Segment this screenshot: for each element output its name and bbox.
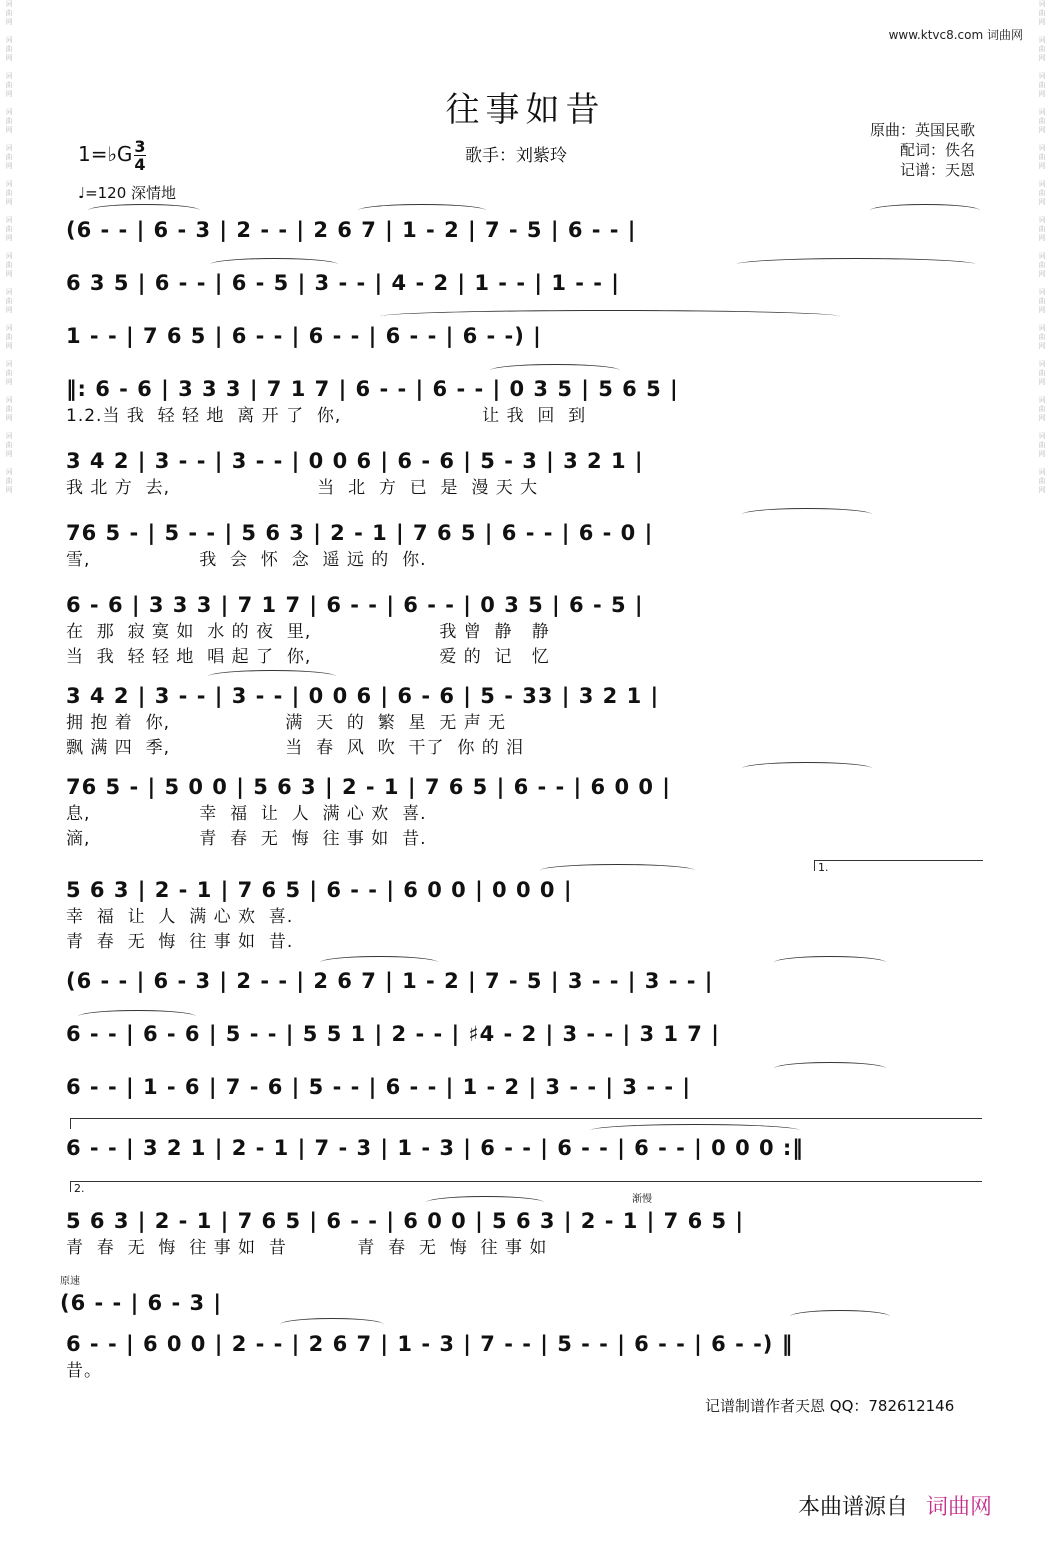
staff-row-15 — [66, 1209, 984, 1258]
edge-gap — [2, 171, 16, 180]
volta-2: 2. — [70, 1181, 982, 1192]
edge-watermark-char: 网 — [1038, 18, 1046, 26]
edge-watermark-char: 网 — [1038, 162, 1046, 170]
lyric-line-1: 拥 抱 着 你, 满 天 的 繁 星 无 声 无 — [66, 713, 507, 733]
edge-watermark-char: 曲 — [5, 153, 13, 161]
staff-row-3 — [66, 324, 984, 348]
staff-row-4 — [66, 377, 984, 426]
staff-row-5 — [66, 449, 984, 498]
notes: 6 - - | 3 2 1 | 2 - 1 | 7 - 3 | 1 - 3 | 6 - - | 6 - - | 6 - - | 0 0 0 :‖ — [66, 1136, 804, 1160]
lyric-line: 我 北 方 去, 当 北 方 已 是 漫 天 大 — [66, 478, 539, 498]
lyric-line: 雪, 我 会 怀 念 遥 远 的 你. — [66, 550, 427, 570]
slur — [208, 670, 336, 683]
lyric-line: 昔。 — [66, 1361, 102, 1381]
edge-watermark-char: 网 — [5, 450, 13, 458]
slur — [774, 1062, 886, 1075]
staff-row-10 — [66, 878, 984, 952]
tempo-marking: ♩=120 深情地 — [78, 184, 177, 202]
edge-watermark-char: 网 — [5, 162, 13, 170]
edge-watermark-char: 网 — [1038, 270, 1046, 278]
staff-row-2 — [66, 271, 984, 295]
notes: 3 4 2 | 3 - - | 3 - - | 0 0 6 | 6 - 6 | 5 - 33 | 3 2 1 | — [66, 684, 660, 708]
volta-1-bracket — [70, 1118, 982, 1129]
edge-watermark-char: 词 — [1038, 468, 1046, 476]
edge-watermark-char: 曲 — [1038, 261, 1046, 269]
song-title: 往事如昔 — [445, 90, 606, 130]
edge-watermark-char: 网 — [1038, 54, 1046, 62]
edge-gap — [1035, 459, 1049, 468]
edge-watermark-char: 词 — [1038, 396, 1046, 404]
time-sig-top: 3 — [134, 137, 146, 156]
notes: 5 6 3 | 2 - 1 | 7 6 5 | 6 - - | 6 0 0 | 5 6 3 | 2 - 1 | 7 6 5 | — [66, 1209, 745, 1233]
edge-gap — [2, 279, 16, 288]
staff-row-7 — [66, 593, 984, 667]
lyric-line: 青 春 无 悔 往 事 如 昔 青 春 无 悔 往 事 如 — [66, 1238, 548, 1258]
slur — [490, 364, 620, 377]
edge-watermark-char: 词 — [1038, 432, 1046, 440]
edge-gap — [2, 351, 16, 360]
edge-watermark-char: 网 — [5, 414, 13, 422]
edge-watermark-char: 曲 — [1038, 225, 1046, 233]
edge-watermark-char: 网 — [5, 306, 13, 314]
credit-transcriber: 记谱：天恩 — [899, 161, 975, 179]
edge-watermark-char: 网 — [1038, 342, 1046, 350]
edge-watermark-char: 曲 — [1038, 297, 1046, 305]
notes: 1 - - | 7 6 5 | 6 - - | 6 - - | 6 - - | 6 - -) | — [66, 324, 542, 348]
slur — [426, 1196, 544, 1209]
edge-gap — [1035, 423, 1049, 432]
staff-row-9 — [66, 775, 984, 849]
notes: 6 - - | 6 - 6 | 5 - - | 5 5 1 | 2 - - | ♯4 - 2 | 3 - - | 3 1 7 | — [66, 1022, 720, 1046]
staff-row-6 — [66, 521, 984, 570]
edge-watermark-char: 网 — [5, 18, 13, 26]
lyric-line-2: 飘 满 四 季, 当 春 风 吹 干了 你 的 泪 — [66, 738, 525, 758]
edge-gap — [1035, 279, 1049, 288]
slur — [590, 1124, 800, 1137]
edge-gap — [1035, 63, 1049, 72]
slur — [88, 204, 200, 217]
source-text: 本曲谱源自 — [798, 1495, 909, 1520]
edge-gap — [2, 387, 16, 396]
slur — [320, 956, 438, 969]
notes: 3 4 2 | 3 - - | 3 - - | 0 0 6 | 6 - 6 | 5 - 3 | 3 2 1 | — [66, 449, 644, 473]
edge-watermark-char: 词 — [1038, 36, 1046, 44]
edge-gap — [1035, 243, 1049, 252]
ritardando-mark: 渐慢 — [632, 1194, 652, 1205]
edge-watermark-char: 曲 — [5, 9, 13, 17]
edge-watermark-char: 网 — [1038, 414, 1046, 422]
edge-watermark-char: 网 — [5, 90, 13, 98]
edge-watermark-char: 网 — [5, 234, 13, 242]
slur — [774, 956, 886, 969]
edge-watermark-char: 曲 — [1038, 153, 1046, 161]
edge-gap — [2, 27, 16, 36]
edge-watermark-char: 词 — [5, 252, 13, 260]
edge-watermark-char: 词 — [5, 288, 13, 296]
notes: (6 - - | 6 - 3 | 2 - - | 2 6 7 | 1 - 2 | 7 - 5 | 6 - - | — [66, 218, 637, 242]
edge-gap — [2, 423, 16, 432]
site-url[interactable]: www.ktvc8.com 词曲网 — [888, 28, 1023, 42]
edge-gap — [2, 315, 16, 324]
slur — [742, 508, 872, 521]
key-text: 1=♭G — [78, 142, 133, 166]
edge-watermark-char: 曲 — [1038, 45, 1046, 53]
edge-watermark-char: 网 — [1038, 198, 1046, 206]
edge-watermark-char: 词 — [1038, 360, 1046, 368]
slur — [540, 864, 695, 877]
staff-row-8 — [66, 684, 984, 758]
lyric-line-2: 青 春 无 悔 往 事 如 昔. — [66, 932, 294, 952]
edge-watermark-char: 词 — [5, 0, 13, 8]
edge-watermark-char: 网 — [5, 54, 13, 62]
edge-watermark-char: 词 — [5, 468, 13, 476]
edge-watermark-char: 词 — [1038, 324, 1046, 332]
edge-watermark-char: 曲 — [1038, 189, 1046, 197]
notes: 76 5 - | 5 - - | 5 6 3 | 2 - 1 | 7 6 5 | 6 - - | 6 - 0 | — [66, 521, 654, 545]
a-tempo-mark: 原速 — [60, 1276, 80, 1287]
slur — [742, 762, 872, 775]
lyric-line-2: 当 我 轻 轻 地 唱 起 了 你, 爱 的 记 忆 — [66, 647, 550, 667]
edge-watermark-char: 网 — [1038, 126, 1046, 134]
notes: 6 3 5 | 6 - - | 6 - 5 | 3 - - | 4 - 2 | 1 - - | 1 - - | — [66, 271, 620, 295]
key-signature — [78, 138, 146, 173]
edge-watermark-char: 词 — [5, 324, 13, 332]
edge-watermark-char: 词 — [1038, 216, 1046, 224]
edge-gap — [1035, 135, 1049, 144]
lyric-line: 1.2.当 我 轻 轻 地 离 开 了 你, 让 我 回 到 — [66, 406, 587, 426]
edge-watermark-char: 曲 — [1038, 9, 1046, 17]
slur — [380, 310, 840, 323]
notes: 6 - - | 1 - 6 | 7 - 6 | 5 - - | 6 - - | 1 - 2 | 3 - - | 3 - - | — [66, 1075, 692, 1099]
notes: 6 - - | 6 0 0 | 2 - - | 2 6 7 | 1 - 3 | 7 - - | 5 - - | 6 - - | 6 - -) ‖ — [66, 1332, 794, 1356]
edge-gap — [1035, 171, 1049, 180]
singer: 歌手：刘紫玲 — [465, 146, 567, 166]
edge-watermark-char: 词 — [5, 216, 13, 224]
edge-watermark-char: 网 — [1038, 450, 1046, 458]
edge-watermark-char: 词 — [1038, 144, 1046, 152]
edge-watermark-char: 网 — [5, 486, 13, 494]
slur — [358, 204, 486, 217]
edge-watermark-char: 曲 — [5, 297, 13, 305]
edge-watermark-char: 词 — [5, 396, 13, 404]
source-credit — [798, 1490, 992, 1521]
edge-gap — [1035, 351, 1049, 360]
edge-watermark-char: 曲 — [5, 477, 13, 485]
edge-gap — [2, 243, 16, 252]
lyric-line-1: 在 那 寂 寞 如 水 的 夜 里, 我 曾 静 静 — [66, 622, 550, 642]
slur — [280, 1318, 384, 1331]
edge-watermark-char: 曲 — [5, 45, 13, 53]
credit-lyrics: 配词：佚名 — [899, 141, 975, 159]
edge-watermark-char: 网 — [1038, 234, 1046, 242]
edge-watermark-char: 曲 — [1038, 117, 1046, 125]
edge-watermark-char: 曲 — [5, 117, 13, 125]
credits — [862, 120, 975, 180]
edge-watermark-char: 网 — [1038, 306, 1046, 314]
edge-watermark-char: 曲 — [5, 441, 13, 449]
edge-gap — [1035, 495, 1049, 504]
edge-gap — [1035, 207, 1049, 216]
lyric-line-2: 滴, 青 春 无 悔 往 事 如 昔. — [66, 829, 427, 849]
staff-row-11 — [66, 969, 984, 993]
source-brand-link[interactable]: 词曲网 — [926, 1495, 993, 1520]
edge-gap — [1035, 27, 1049, 36]
edge-watermark-char: 网 — [5, 342, 13, 350]
lyric-line-1: 息, 幸 福 让 人 满 心 欢 喜. — [66, 804, 427, 824]
edge-gap — [1035, 315, 1049, 324]
edge-watermark-char: 网 — [1038, 378, 1046, 386]
left-watermark-strip — [2, 0, 16, 1547]
edge-watermark-char: 网 — [5, 270, 13, 278]
edge-watermark-char: 网 — [5, 198, 13, 206]
slur — [790, 1310, 890, 1323]
edge-watermark-char: 词 — [1038, 108, 1046, 116]
edge-watermark-char: 词 — [5, 432, 13, 440]
edge-watermark-char: 词 — [1038, 0, 1046, 8]
edge-watermark-char: 词 — [5, 144, 13, 152]
notes: 76 5 - | 5 0 0 | 5 6 3 | 2 - 1 | 7 6 5 | 6 - - | 6 0 0 | — [66, 775, 671, 799]
volta-1: 1. — [814, 860, 983, 871]
edge-gap — [1035, 387, 1049, 396]
staff-row-13 — [66, 1075, 984, 1099]
edge-watermark-char: 词 — [5, 180, 13, 188]
edge-watermark-char: 词 — [5, 72, 13, 80]
edge-watermark-char: 网 — [1038, 90, 1046, 98]
right-watermark-strip — [1035, 0, 1049, 1547]
edge-watermark-char: 曲 — [5, 261, 13, 269]
staff-row-14 — [66, 1136, 984, 1160]
notes: ‖: 6 - 6 | 3 3 3 | 7 1 7 | 6 - - | 6 - - | 0 3 5 | 5 6 5 | — [66, 377, 679, 401]
edge-watermark-char: 曲 — [5, 81, 13, 89]
notes: 6 - 6 | 3 3 3 | 7 1 7 | 6 - - | 6 - - | 0 3 5 | 6 - 5 | — [66, 593, 644, 617]
notes: (6 - - | 6 - 3 | 2 - - | 2 6 7 | 1 - 2 | 7 - 5 | 3 - - | 3 - - | — [66, 969, 714, 993]
edge-gap — [2, 207, 16, 216]
edge-watermark-char: 词 — [5, 360, 13, 368]
edge-watermark-char: 曲 — [5, 333, 13, 341]
edge-watermark-char: 曲 — [1038, 441, 1046, 449]
credit-original: 原曲：英国民歌 — [869, 121, 975, 139]
edge-watermark-char: 曲 — [1038, 369, 1046, 377]
edge-watermark-char: 曲 — [1038, 405, 1046, 413]
edge-gap — [2, 135, 16, 144]
edge-watermark-char: 网 — [5, 378, 13, 386]
lyric-line-1: 幸 福 让 人 满 心 欢 喜. — [66, 907, 294, 927]
edge-gap — [2, 459, 16, 468]
edge-watermark-char: 曲 — [5, 189, 13, 197]
time-sig-bottom: 4 — [134, 155, 146, 174]
edge-watermark-char: 曲 — [1038, 81, 1046, 89]
edge-watermark-char: 词 — [1038, 252, 1046, 260]
slur — [736, 258, 976, 271]
edge-gap — [2, 495, 16, 504]
edge-watermark-char: 曲 — [5, 405, 13, 413]
edge-watermark-char: 词 — [5, 108, 13, 116]
time-signature — [134, 138, 145, 173]
transcriber-note: 记谱制谱作者天恩 QQ：782612146 — [705, 1397, 955, 1415]
edge-watermark-char: 网 — [1038, 486, 1046, 494]
edge-watermark-char: 词 — [1038, 180, 1046, 188]
edge-watermark-char: 曲 — [1038, 477, 1046, 485]
notes: (6 - - | 6 - 3 | — [60, 1291, 223, 1315]
staff-row-17 — [66, 1332, 984, 1381]
edge-watermark-char: 曲 — [5, 369, 13, 377]
notes: 5 6 3 | 2 - 1 | 7 6 5 | 6 - - | 6 0 0 | 0 0 0 | — [66, 878, 573, 902]
edge-watermark-char: 曲 — [1038, 333, 1046, 341]
edge-watermark-char: 词 — [5, 36, 13, 44]
slur — [870, 204, 980, 217]
edge-gap — [2, 63, 16, 72]
edge-watermark-char: 词 — [1038, 288, 1046, 296]
edge-watermark-char: 词 — [1038, 72, 1046, 80]
staff-row-1 — [66, 218, 984, 242]
staff-row-12 — [66, 1022, 984, 1046]
slur — [78, 1010, 196, 1023]
edge-watermark-char: 网 — [5, 126, 13, 134]
slur — [210, 258, 338, 271]
edge-watermark-char: 曲 — [5, 225, 13, 233]
